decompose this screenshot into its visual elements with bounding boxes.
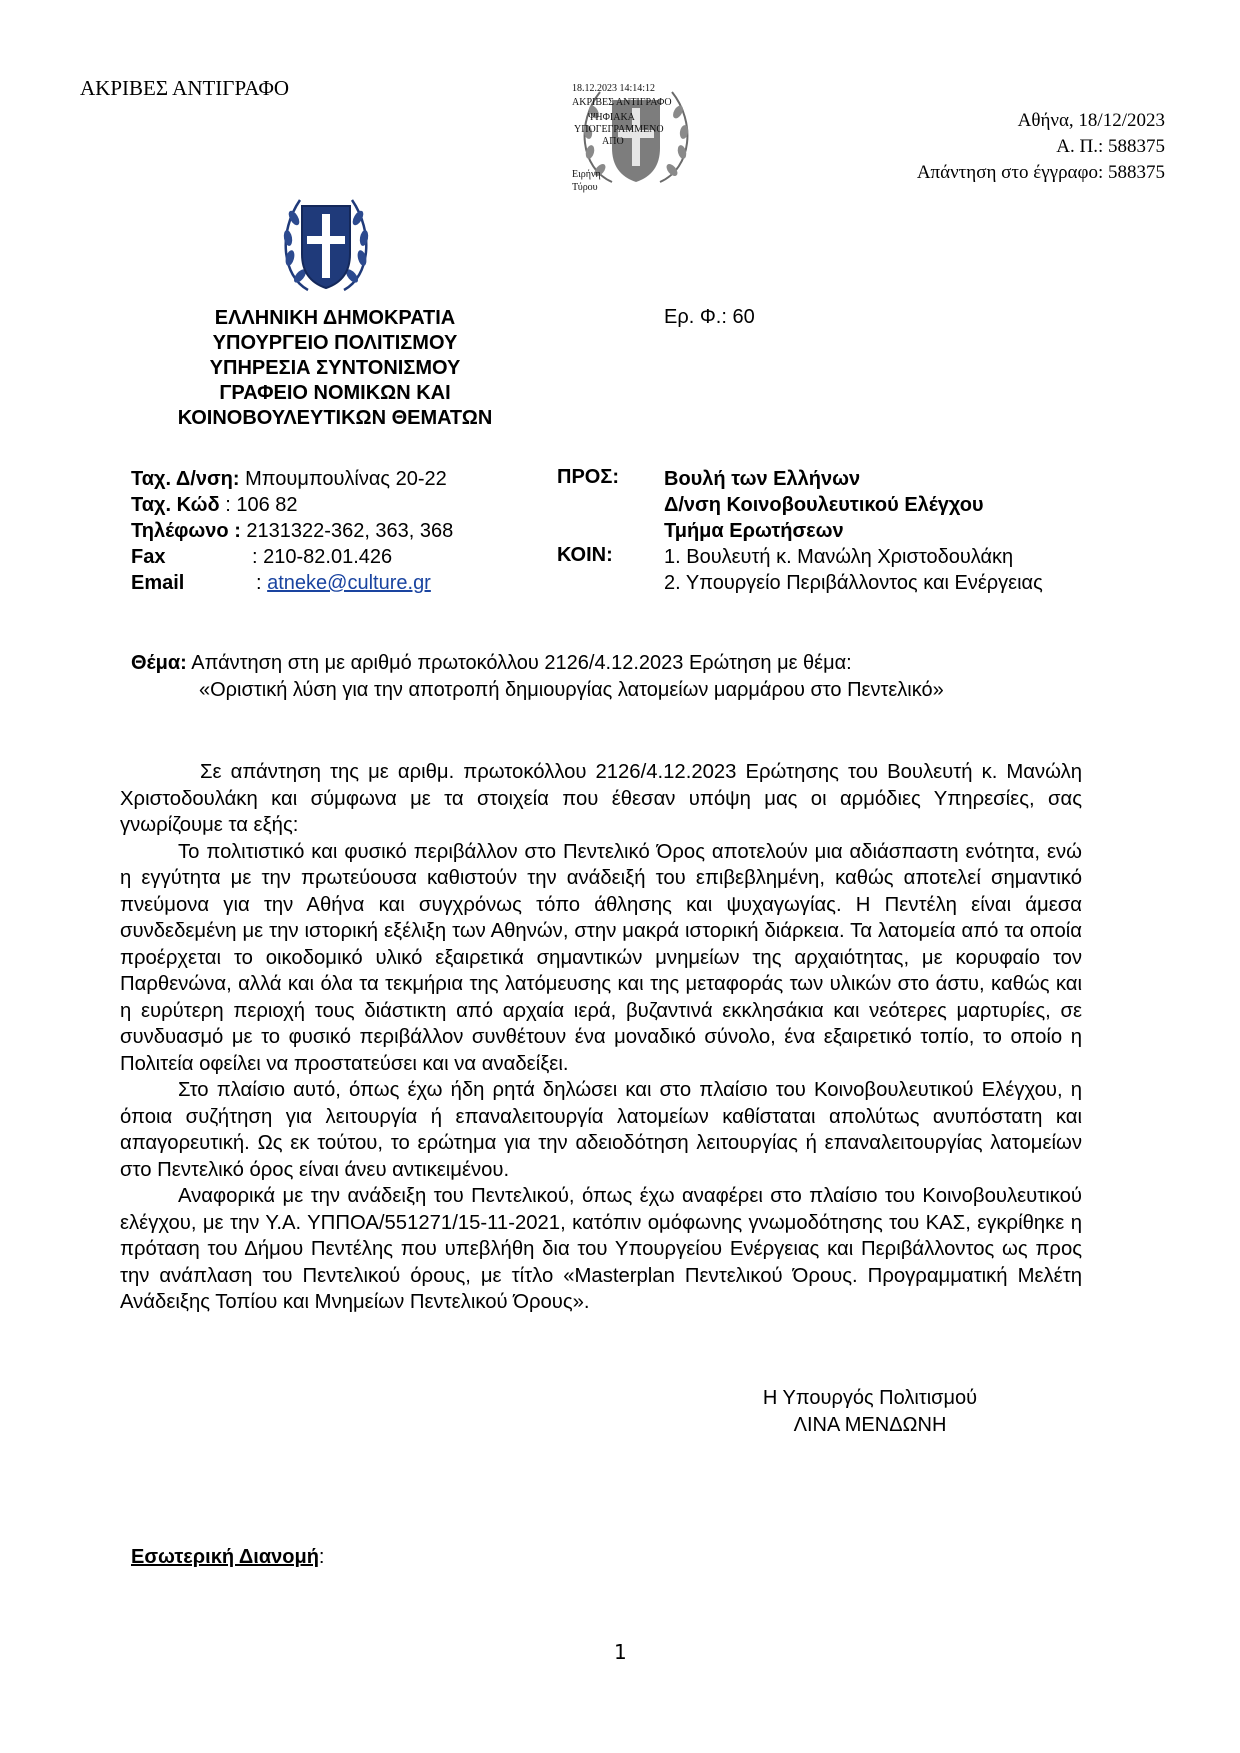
- stamp-signer-first: Ειρήνη: [572, 169, 601, 180]
- body-paragraph: Στο πλαίσιο αυτό, όπως έχω ήδη ρητά δηλώσει και στο πλαίσιο του Κοινοβουλευτικού Ελέγχου, η όποια συζήτηση για λειτουργία ή επαναλειτουργία λατομείων καθίσταται απολύτως ανυπόστατη και απαγορευτική. Ως εκ τούτου, το ερώτημα για την αδειοδότηση λειτουργίας ή επαναλειτουργίας λατομείων στο Πεντελικό όρος είναι άνευ αντικειμένου.: [120, 1079, 1082, 1181]
- protocol-number: Α. Π.: 588375: [1056, 136, 1165, 157]
- file-reference: Ερ. Φ.: 60: [664, 306, 755, 328]
- stamp-line: ΑΚΡΙΒΕΣ ΑΝΤΙΓΡΑΦΟ: [572, 97, 672, 108]
- postcode-label: Ταχ. Κώδ: [131, 494, 220, 516]
- to-label: ΠΡΟΣ:: [557, 466, 620, 488]
- contact-email: [131, 570, 184, 596]
- email-value: [256, 570, 431, 596]
- org-line: ΥΠΗΡΕΣΙΑ ΣΥΝΤΟΝΙΣΜΟΥ: [209, 357, 461, 379]
- fax-label: Fax: [131, 546, 166, 568]
- subject-label: Θέμα:: [131, 652, 187, 674]
- internal-distribution: [131, 1546, 324, 1569]
- contact-address: [131, 466, 447, 492]
- body-paragraph: Το πολιτιστικό και φυσικό περιβάλλον στο Πεντελικό Όρος αποτελούν μια αδιάσπαστη ενότητα, ενώ η εγγύτητα με την πρωτεύουσα καθιστούν την ανάδειξή του επιβεβλημένη, καθώς αποτελεί σημαντικό πνεύμονα για την Αθήνα και συγχρόνως τόπο άθλησης και ψυχαγωγίας. Η Πεντέλη είναι άμεσα συνδεδεμένη με την ιστορική εξέλιξη των Αθηνών, στην μακρά ιστορική διάρκεια. Τα λατομεία από τα οποία προέρχεται το οικοδομικό υλικό εξαιρετικά σημαντικών μνημείων της αρχαιότητας, με κορυφαίο τον Παρθενώνα, αλλά και όλα τα τεκμήρια της λατόμευσης και της μεταφοράς των υλικών στο άστυ, καθώς και η ευρύτερη περιοχή τους διάστικτη από αρχαία ιερά, βυζαντινά εκκλησάκια και νεότερες μαρτυρίες, σε συνδυασμό με το φυσικό περιβάλλον συνθέτουν ένα μοναδικό σύνολο, ένα εξαιρετικό τοπίο, το οποίο η Πολιτεία οφείλει να προστατεύσει και να αναδείξει.: [120, 840, 1082, 1075]
- subject-title: «Οριστική λύση για την αποτροπή δημιουργίας λατομείων μαρμάρου στο Πεντελικό»: [199, 679, 944, 701]
- org-line: ΓΡΑΦΕΙΟ ΝΟΜΙΚΩΝ ΚΑΙ: [219, 382, 451, 404]
- letter-body: [120, 759, 1082, 1316]
- contact-phone: [131, 518, 453, 544]
- stamp-line: ΨΗΦΙΑΚΑ: [588, 112, 635, 123]
- phone-value: 2131322-362, 363, 368: [246, 520, 454, 542]
- to-line: Βουλή των Ελλήνων: [664, 468, 861, 490]
- greek-coat-of-arms-icon: [278, 192, 374, 296]
- signatory-title: Η Υπουργός Πολιτισμού: [762, 1387, 978, 1409]
- fax-value: [252, 544, 392, 570]
- email-separator: :: [256, 572, 262, 594]
- organization-header: [120, 306, 550, 431]
- cc-line: 2. Υπουργείο Περιβάλλοντος και Ενέργειας: [664, 572, 1043, 594]
- copy-label: ΑΚΡΙΒΕΣ ΑΝΤΙΓΡΑΦΟ: [80, 76, 290, 100]
- email-link[interactable]: atneke@culture.gr: [267, 572, 431, 594]
- signature-block: [735, 1385, 1005, 1439]
- subject: [131, 650, 944, 704]
- stamp-line: ΑΠΟ: [602, 136, 624, 147]
- cc-label: ΚΟΙΝ:: [557, 544, 613, 566]
- subject-text: Απάντηση στη με αριθμό πρωτοκόλλου 2126/4.12.2023 Ερώτηση με θέμα:: [191, 652, 852, 674]
- address-value: Μπουμπουλίνας 20-22: [245, 468, 447, 490]
- stamp-timestamp: 18.12.2023 14:14:12: [572, 83, 656, 94]
- reply-reference: Απάντηση στο έγγραφο: 588375: [916, 162, 1165, 183]
- fax-number: : 210-82.01.426: [252, 546, 393, 568]
- postcode-value: : 106 82: [225, 494, 298, 516]
- distribution-colon: :: [318, 1546, 325, 1568]
- subject-line: [131, 650, 944, 677]
- contact-postcode: [131, 492, 298, 518]
- email-label: Email: [131, 572, 185, 594]
- document-meta: [917, 108, 1165, 186]
- digital-signature-stamp: [572, 82, 700, 194]
- document-date: Αθήνα, 18/12/2023: [1017, 110, 1165, 131]
- address-label: Ταχ. Δ/νση:: [131, 468, 240, 490]
- to-line: Δ/νση Κοινοβουλευτικού Ελέγχου: [664, 494, 984, 516]
- org-line: ΕΛΛΗΝΙΚΗ ΔΗΜΟΚΡΑΤΙΑ: [214, 307, 456, 329]
- contact-fax: [131, 544, 165, 570]
- signatory-name: ΛΙΝΑ ΜΕΝΔΩΝΗ: [793, 1414, 947, 1436]
- stamp-line: ΥΠΟΓΕΓΡΑΜΜΕΝΟ: [574, 124, 664, 135]
- phone-label: Τηλέφωνο :: [131, 520, 241, 542]
- stamp-signer-last: Τύρου: [572, 182, 598, 193]
- body-paragraph: Αναφορικά με την ανάδειξη του Πεντελικού, όπως έχω αναφέρει στο πλαίσιο του Κοινοβουλευτικού ελέγχου, με την Υ.Α. ΥΠΠΟΑ/551271/15-11-2021, κατόπιν ομόφωνης γνωμοδότησης του ΚΑΣ, εγκρίθηκε η πρόταση του Δήμου Πεντέλης που υπεβλήθη δια του Υπουργείου Ενέργειας και Περιβάλλοντος ως προς την ανάπλαση του Πεντελικού όρους, με τίτλο «Masterplan Πεντελικού Όρους. Προγραμματική Μελέτη Ανάδειξης Τοπίου και Μνημείων Πεντελικού Όρους».: [120, 1185, 1082, 1313]
- page-number: 1: [614, 1640, 627, 1664]
- body-paragraph: Σε απάντηση της με αριθμ. πρωτοκόλλου 2126/4.12.2023 Ερώτησης του Βουλευτή κ. Μανώλη Χριστοδουλάκη και σύμφωνα με τα στοιχεία που έθεσαν υπόψη μας οι αρμόδιες Υπηρεσίες, σας γνωρίζουμε τα εξής:: [120, 761, 1082, 836]
- org-line: ΥΠΟΥΡΓΕΙΟ ΠΟΛΙΤΙΣΜΟΥ: [212, 332, 458, 354]
- org-line: ΚΟΙΝΟΒΟΥΛΕΥΤΙΚΩΝ ΘΕΜΑΤΩΝ: [177, 407, 493, 429]
- cc-line: 1. Βουλευτή κ. Μανώλη Χριστοδουλάκη: [664, 546, 1014, 568]
- to-line: Τμήμα Ερωτήσεων: [664, 520, 844, 542]
- distribution-label: Εσωτερική Διανομή: [131, 1546, 319, 1568]
